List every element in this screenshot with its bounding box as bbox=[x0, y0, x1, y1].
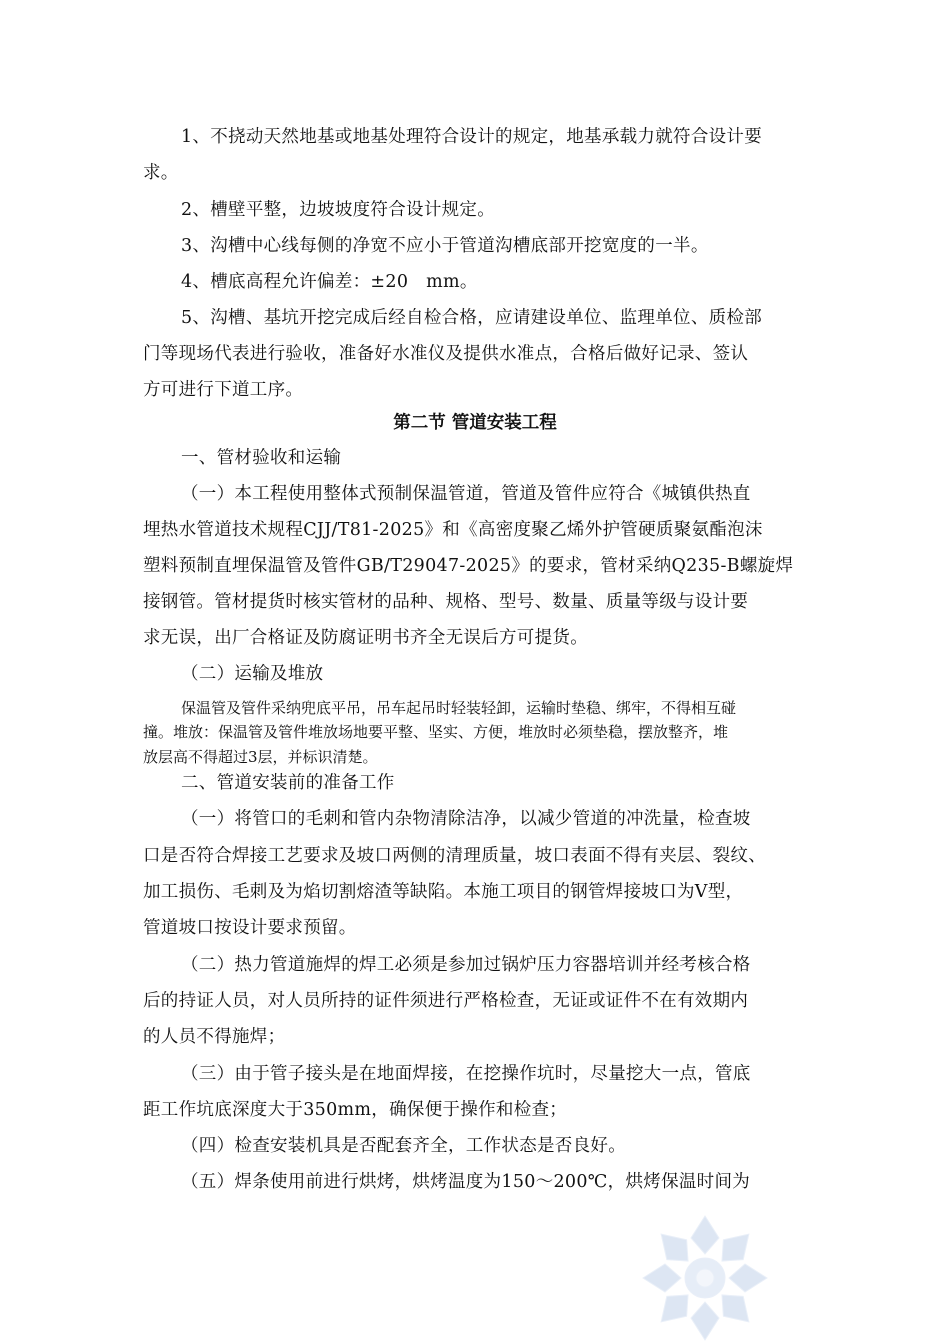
section-title: 第二节 管道安装工程 bbox=[393, 413, 557, 433]
snowflake-watermark-icon bbox=[640, 1212, 770, 1344]
paragraph-line: （一）将管口的毛刺和管内杂物清除洁净，以减少管道的冲洗量，检查坡 bbox=[181, 809, 751, 829]
paragraph-line: （三）由于管子接头是在地面焊接，在挖操作坑时，尽量挖大一点，管底 bbox=[181, 1064, 751, 1084]
paragraph-line: （二）热力管道施焊的焊工必须是参加过锅炉压力容器培训并经考核合格 bbox=[181, 955, 751, 975]
paragraph-line: 塑料预制直埋保温管及管件GB/T29047-2025》的要求，管材采纳Q235-B螺旋焊 bbox=[143, 556, 794, 576]
subsection-heading: （二）运输及堆放 bbox=[181, 664, 324, 684]
paragraph-line: 口是否符合焊接工艺要求及坡口两侧的清理质量，坡口表面不得有夹层、裂纹、 bbox=[143, 846, 766, 866]
paragraph-line: 求无误，出厂合格证及防腐证明书齐全无误后方可提货。 bbox=[143, 628, 588, 648]
paragraph-line: 的人员不得施焊； bbox=[143, 1027, 286, 1047]
paragraph-line: 距工作坑底深度大于350mm，确保便于操作和检查； bbox=[143, 1100, 568, 1120]
paragraph-line: （四）检查安装机具是否配套齐全，工作状态是否良好。 bbox=[181, 1136, 626, 1156]
paragraph-line: 求。 bbox=[143, 163, 179, 183]
small-paragraph-line: 放层高不得超过3层，并标识清楚。 bbox=[143, 748, 378, 766]
paragraph-line: 门等现场代表进行验收，准备好水准仪及提供水准点，合格后做好记录、签认 bbox=[143, 344, 749, 364]
paragraph-line: 3、沟槽中心线每侧的净宽不应小于管道沟槽底部开挖宽度的一半。 bbox=[181, 236, 709, 256]
paragraph-line: 加工损伤、毛刺及为焰切割熔渣等缺陷。本施工项目的钢管焊接坡口为V型， bbox=[143, 882, 744, 902]
paragraph-line: 接钢管。管材提货时核实管材的品种、规格、型号、数量、质量等级与设计要 bbox=[143, 592, 749, 612]
small-paragraph-line: 保温管及管件采纳兜底平吊，吊车起吊时轻装轻卸，运输时垫稳、绑牢，不得相互碰 bbox=[181, 699, 737, 717]
subsection-heading: 二、管道安装前的准备工作 bbox=[181, 773, 395, 793]
paragraph-line: 后的持证人员，对人员所持的证件须进行严格检查，无证或证件不在有效期内 bbox=[143, 991, 749, 1011]
paragraph-line: 5、沟槽、基坑开挖完成后经自检合格，应请建设单位、监理单位、质检部 bbox=[181, 308, 763, 328]
paragraph-line: 方可进行下道工序。 bbox=[143, 380, 304, 400]
subsection-heading: 一、管材验收和运输 bbox=[181, 448, 342, 468]
paragraph-line: （一）本工程使用整体式预制保温管道，管道及管件应符合《城镇供热直 bbox=[181, 484, 751, 504]
paragraph-line: 4、槽底高程允许偏差：±20 mm。 bbox=[181, 272, 478, 292]
small-paragraph-line: 撞。堆放：保温管及管件堆放场地要平整、坚实、方便，堆放时必须垫稳，摆放整齐，堆 bbox=[143, 723, 729, 741]
paragraph-line: 1、不挠动天然地基或地基处理符合设计的规定，地基承载力就符合设计要 bbox=[181, 127, 763, 147]
paragraph-line: 埋热水管道技术规程CJJ/T81-2025》和《高密度聚乙烯外护管硬质聚氨酯泡沫 bbox=[143, 520, 763, 540]
paragraph-line: 2、槽壁平整，边坡坡度符合设计规定。 bbox=[181, 200, 496, 220]
paragraph-line: （五）焊条使用前进行烘烤，烘烤温度为150～200℃，烘烤保温时间为 bbox=[181, 1172, 751, 1192]
paragraph-line: 管道坡口按设计要求预留。 bbox=[143, 918, 357, 938]
